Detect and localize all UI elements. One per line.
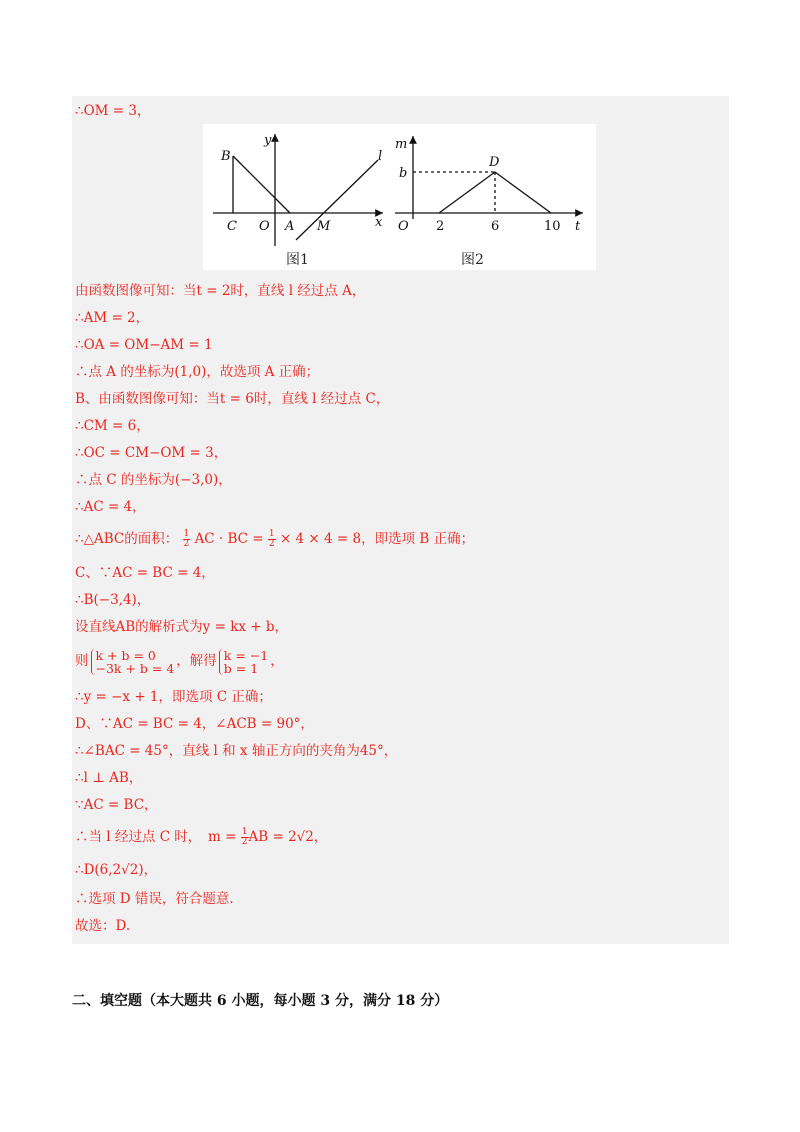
label-y: y [264,133,272,148]
tick-6: 6 [491,219,500,234]
solution-line: ∴OA = OM−AM = 1 [75,337,213,353]
equation-system [91,649,175,675]
solution-line: ∴y = −x + 1，即选项 C 正确； [75,689,272,705]
solution-line: ∴CM = 6， [75,418,150,434]
solution-line: ∴B(−3,4)， [75,592,151,608]
tick-10: 10 [544,219,561,234]
area-label: ∴△ABC的面积： [75,531,179,547]
solution-line: D、∵AC = BC = 4，∠ACB = 90°， [75,716,314,732]
system-prefix: 则 [75,653,89,669]
equation: −3k + b = 4 [95,660,175,676]
fraction-half [268,530,276,549]
solution-line: B、由函数图像可知：当t = 6时，直线 l 经过点 C， [75,391,390,407]
solution-line: ∴AM = 2， [75,310,150,326]
label-m-axis: m [395,137,408,152]
solution-line: 设直线AB的解析式为y = kx + b， [75,619,289,635]
area-expr: AC · BC = [194,531,264,547]
m-value-line [75,828,327,847]
label-o-2: O [398,219,409,234]
solution-line: ∴OC = CM−OM = 3， [75,445,228,461]
solution-line: ∴∠BAC = 45°，直线 l 和 x 轴正方向的夹角为45°， [75,743,398,759]
label-c: C [227,219,237,234]
fraction-denominator: 2 [183,539,190,549]
label-t: t [575,219,581,234]
fraction-numerator: 1 [241,827,248,837]
fraction-denominator: 2 [241,837,248,847]
solution-line: C、∵AC = BC = 4， [75,565,215,581]
label-o: O [259,219,270,234]
area-line [75,530,474,549]
solution-line: ∴OM = 3， [75,103,151,119]
m-value-suffix: AB = 2√2， [248,829,328,845]
label-b-value: b [399,166,408,181]
label-d: D [489,155,500,170]
fraction-numerator: 1 [183,529,190,539]
fraction-half [241,828,249,847]
label-a: A [285,219,295,234]
fraction-denominator: 2 [268,539,275,549]
line-l [296,160,378,240]
label-b: B [221,149,231,164]
figure-1 [213,134,383,246]
figure-1-caption: 图1 [286,252,309,268]
solution-line: ∴点 C 的坐标为(−3,0)， [75,472,232,488]
figure-2-caption: 图2 [461,252,484,268]
solution-line: 由函数图像可知：当t = 2时，直线 l 经过点 A， [75,283,366,299]
equation: b = 1 [223,660,259,676]
area-result: × 4 × 4 = 8，即选项 B 正确； [279,531,475,547]
figure-panel [203,124,596,270]
function-graphs [203,124,596,270]
system-suffix: ， [270,653,284,669]
section-title: 二、填空题（本大题共 6 小题，每小题 3 分，满分 18 分） [72,993,449,1009]
label-m: M [317,219,331,234]
solution-line: ∴l ⊥ AB， [75,770,143,786]
segment-ab [233,156,290,213]
equation: k = −1 [223,647,269,663]
solution-line: ∴AC = 4， [75,499,146,515]
fraction-half [183,530,191,549]
solution-line: ∴D(6,2√2)， [75,862,158,878]
solution-line: ∴点 A 的坐标为(1,0)，故选项 A 正确； [75,364,320,380]
label-l: l [378,149,383,164]
solution-line: ∵AC = BC， [75,797,158,813]
solution-system [219,649,268,675]
equation: k + b = 0 [95,647,156,663]
solution-line: 故选：D. [75,918,131,934]
figure-2 [395,136,583,219]
fraction-numerator: 1 [268,529,275,539]
m-value-prefix: ∴当 l 经过点 C 时， m = [75,829,237,845]
tick-2: 2 [436,219,445,234]
system-mid: ，解得 [176,653,217,669]
equation-system-line [75,647,284,675]
label-x: x [375,215,383,230]
solution-line: ∴选项 D 错误，符合题意. [75,891,234,907]
